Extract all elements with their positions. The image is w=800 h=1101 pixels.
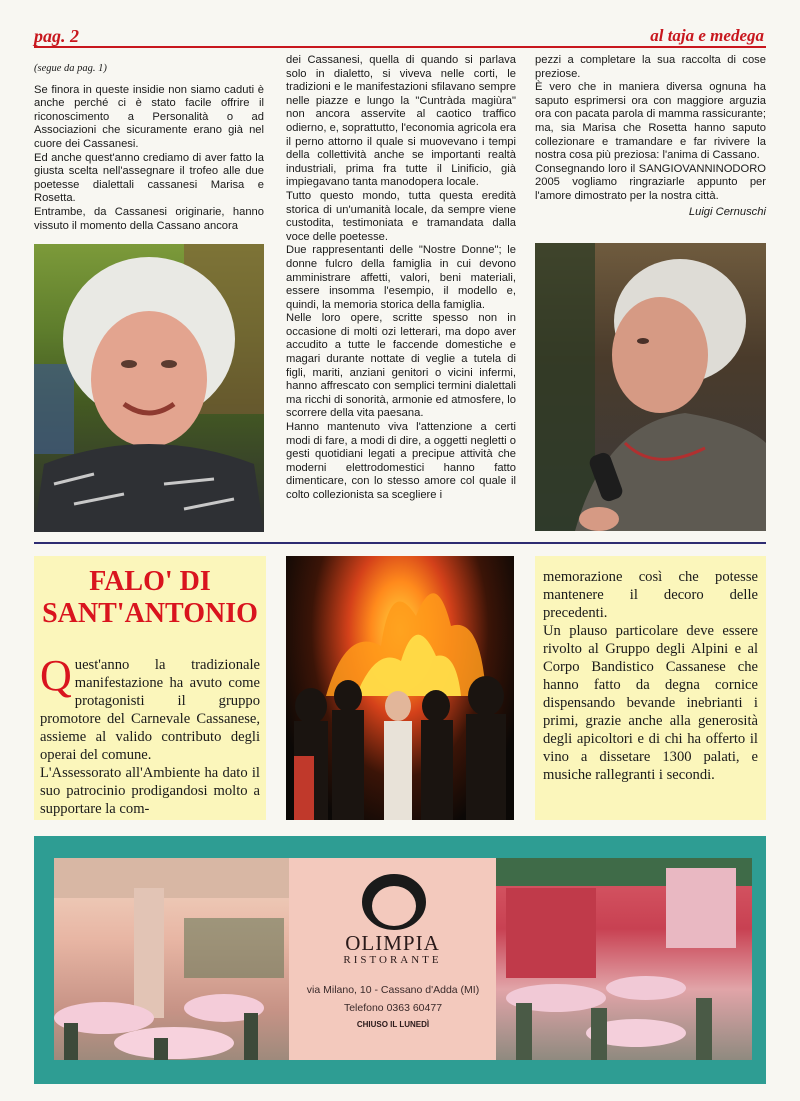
header-rule xyxy=(34,46,766,48)
paragraph: Entrambe, da Cassanesi originarie, hanno vissuto il momento della Cassano ancora xyxy=(34,205,264,232)
section-title: al taja e medega xyxy=(650,26,764,45)
section-divider xyxy=(34,542,766,544)
drop-cap: Q xyxy=(40,651,72,700)
restaurant-phone: Telefono 0363 60477 xyxy=(343,1002,443,1014)
paragraph: Se finora in queste insidie non siamo caduti è anche perché ci è stato facile offrire il riconoscimento a Personalità o ad Associazioni che sicuramente erano già nel cuore dei Cassanesi. xyxy=(34,83,264,150)
paragraph: uest'anno la tradizionale manifestazione ha avuto come protagonisti il gruppo promotore del Carnevale Cassanese, assieme al valido contributo degli operai del comune. xyxy=(40,657,260,763)
bonfire-photo xyxy=(286,556,514,820)
restaurant-interior-photo-right xyxy=(496,858,752,1060)
paragraph: È vero che in maniera diversa ognuna ha saputo esprimersi ora con maggiore arguzia ora con pacata parola di mamma rassicurante; ma, sia Marisa che Rosetta hanno saputo collezionare e tramandare e far rivivere la nostra cosa più preziosa: l'anima di Cassano. xyxy=(535,81,766,162)
restaurant-address: via Milano, 10 - Cassano d'Adda (MI) xyxy=(306,984,480,996)
page-number: pag. 2 xyxy=(34,26,79,46)
paragraph: Consegnando loro il SANGIOVANNINODORO 2005 vogliamo ringraziarle appunto per l'amore dimostrato per la nostra città. xyxy=(535,162,766,202)
continued-note: (segue da pag. 1) xyxy=(34,63,107,74)
article-column-1 xyxy=(34,62,264,233)
paragraph: Un plauso particolare deve essere rivolto al Gruppo degli Alpini e al Corpo Bandistico Cassanese che hanno fatto da degna cornice dispensando bevande inebrianti i primi, grazie anche alla generosità degli apicoltori e di chi ha offerto il vino a dissetare 1300 palati, e musiche rallegranti i secondi. xyxy=(543,623,758,783)
falo-column-1 xyxy=(40,651,260,818)
restaurant-subtitle: RISTORANTE xyxy=(343,954,442,966)
falo-headline: FALO' DI SANT'ANTONIO xyxy=(42,566,258,629)
paragraph: Hanno mantenuto viva l'attenzione a certi modi di fare, a modi di dire, a oggetti negletti o gesti quotidiani legati a precipue attività che moderni elettrodomestici hanno fatto dimenticare, con lo stesso amore col quale il colto collezionista sa scegliere i xyxy=(286,421,516,501)
paragraph: L'Assessorato all'Ambiente ha dato il suo patrocinio prodigandosi molto a supportare la com- xyxy=(40,765,260,817)
paragraph: Due rappresentanti delle "Nostre Donne"; le donne fulcro della famiglia in cui devono amministrare affetti, valori, beni materiali, essere insomma l'esempio, il modello e, quindi, la memoria storica della famiglia. xyxy=(286,244,516,311)
article-column-2 xyxy=(286,54,516,503)
paragraph: Ed anche quest'anno crediamo di aver fatto la giusta scelta nell'assegnare il trofeo alle due poetesse dialettali cassanesi Marisa e Rosetta. xyxy=(34,151,264,205)
paragraph: Nelle loro opere, scritte spesso non in occasione di molti ozi letterari, ma dopo aver accudito a tutte le faccende domestiche e magari durante nottate di veglie a tutela di figli, mariti, anziani genitori o vicini infermi, hanno affrescato con semplici termini dialettali ma ricchi di sonorità, armonie ed atmosfere, lo scorrere della vita paesana. xyxy=(286,312,516,420)
portrait-photo-smiling-woman xyxy=(34,244,264,532)
portrait-photo-woman-microphone xyxy=(535,243,766,531)
olimpia-logo-icon xyxy=(360,873,428,931)
restaurant-interior-photo-left xyxy=(54,858,289,1060)
paragraph: pezzi a completare la sua raccolta di cose preziose. xyxy=(535,54,766,80)
author-signature: Luigi Cernuschi xyxy=(688,205,766,218)
paragraph: dei Cassanesi, quella di quando si parlava solo in dialetto, si viveva nelle corti, le tradizioni e le manifestazioni sfilavano sempre nelle piazze e lungo la "Cuntràda magiùra" non ancora asservite al caotico traffico odierno, e, soprattutto, l'economia agricola era il perno attorno il quale si muovevano i tempi della collettività anche se importanti realtà industriali, prima fra tutte il Linificio, già impiegavano tanta manodopera locale. xyxy=(286,54,516,189)
restaurant-name: OLIMPIA xyxy=(345,931,440,955)
closing-day: CHIUSO IL LUNEDÌ xyxy=(356,1020,430,1029)
paragraph: memorazione così che potesse mantenere il decoro delle precedenti. xyxy=(543,569,758,621)
paragraph: Tutto questo mondo, tutta questa eredità storica di un'umanità locale, da sempre viene custodita, testimoniata e tramandata dalla voce delle poetesse. xyxy=(286,189,516,243)
article-column-3 xyxy=(535,54,766,219)
falo-column-2 xyxy=(543,568,758,784)
